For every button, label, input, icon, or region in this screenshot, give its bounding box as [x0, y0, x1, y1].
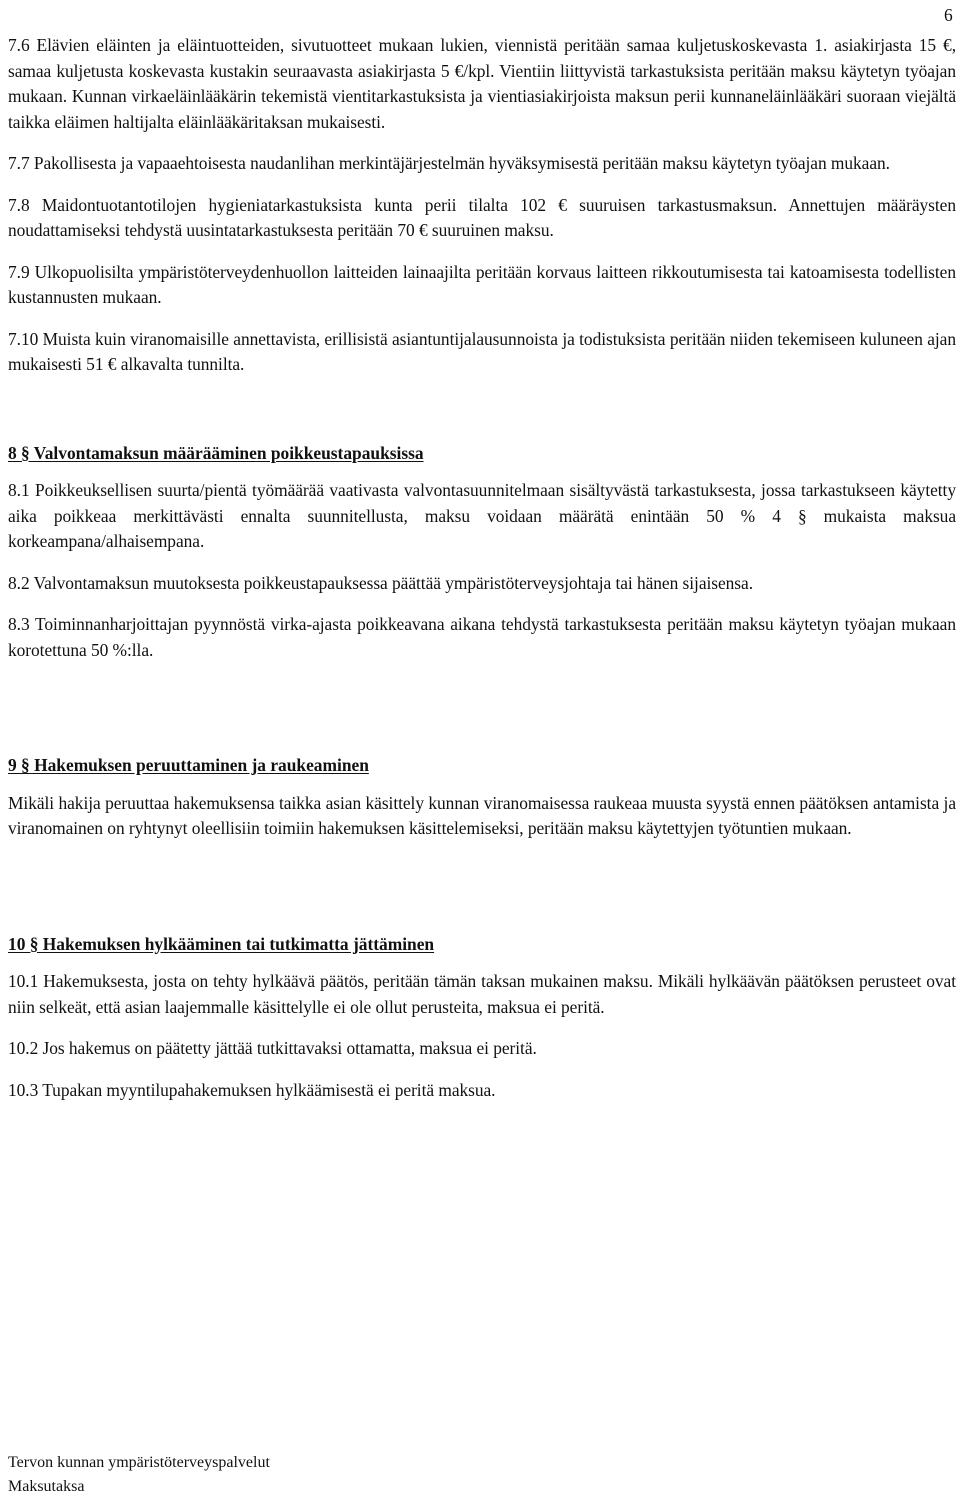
section-9-heading: 9 § Hakemuksen peruuttaminen ja raukeaminen	[8, 755, 369, 775]
paragraph-7-9: 7.9 Ulkopuolisilta ympäristöterveydenhuollon laitteiden lainaajilta peritään korvaus laitteen rikkoutumisesta tai katoamisesta todellisten kustannusten mukaan.	[8, 261, 956, 307]
paragraph-7-7: 7.7 Pakollisesta ja vapaaehtoisesta naudanlihan merkintäjärjestelmän hyväksymisestä peritään maksu käytetyn työajan mukaan.	[8, 153, 890, 173]
footer-document-title: Maksutaksa	[8, 1478, 85, 1495]
paragraph-8-1: 8.1 Poikkeuksellisen suurta/pientä työmäärää vaativasta valvontasuunnitelmaan sisältyvästä tarkastuksesta, jossa tarkastukseen käytetty aika poikkeaa merkittävästi ennalta suunnitellusta, maksu voidaan määrätä enintään 50 % 4 § mukaista maksua korkeampana/alhaisempana.	[8, 480, 956, 551]
paragraph-9: Mikäli hakija peruuttaa hakemuksensa taikka asian käsittely kunnan viranomaisessa raukeaa muusta syystä ennen päätöksen antamista ja viranomainen on ryhtynyt oleellisiin toimiin hakemuksen käsittelemiseksi, peritään maksu käytettyjen työtuntien mukaan.	[8, 792, 956, 838]
paragraph-10-3: 10.3 Tupakan myyntilupahakemuksen hylkäämisestä ei peritä maksua.	[8, 1079, 496, 1100]
paragraph-10-1: 10.1 Hakemuksesta, josta on tehty hylkäävä päätös, peritään tämän taksan mukainen maksu. Mikäli hylkäävän päätöksen perusteet ovat niin selkeät, että asian laajemmalle käsittelylle ei ole ollut perusteita, maksua ei peritä.	[8, 971, 956, 1017]
section-10-heading: 10 § Hakemuksen hylkääminen tai tutkimatta jättäminen	[8, 933, 435, 954]
paragraph-8-2: 8.2 Valvontamaksun muutoksesta poikkeustapauksessa päättää ympäristöterveysjohtaja tai hänen sijaisensa.	[8, 572, 753, 593]
page-footer	[8, 1451, 270, 1499]
paragraph-7-6: 7.6 Elävien eläinten ja eläintuotteiden, sivutuotteet mukaan lukien, viennistä peritään samaa kuljetuskoskevasta 1. asiakirjasta 15 €, samaa kuljetusta koskevasta kustakin seuraavasta asiakirjasta 5 €/kpl. Vientiin liittyvistä tarkastuksista peritään maksu käytetyn työajan mukaan. Kunnan virkaeläinlääkärin tekemistä vientitarkastuksista ja vientiasiakirjoista maksun perii kunnaneläinlääkäri suoraan viejältä taikka eläimen haltijalta eläinlääkäritaksan mukaisesti.	[8, 35, 956, 132]
paragraph-10-2: 10.2 Jos hakemus on päätetty jättää tutkittavaksi ottamatta, maksua ei peritä.	[8, 1038, 537, 1058]
page-number: 6	[944, 5, 953, 25]
paragraph-8-3: 8.3 Toiminnanharjoittajan pyynnöstä virka-ajasta poikkeavana aikana tehdystä tarkastuksesta peritään maksu käytetyn työajan mukaan korotettuna 50 %:lla.	[8, 614, 956, 660]
paragraph-7-8: 7.8 Maidontuotantotilojen hygieniatarkastuksista kunta perii tilalta 102 € suuruisen tarkastusmaksun. Annettujen määräysten noudattamiseksi tehdystä uusintatarkastuksesta peritään 70 € suuruinen maksu.	[8, 194, 956, 240]
footer-organization: Tervon kunnan ympäristöterveyspalvelut	[8, 1454, 270, 1471]
section-8-heading: 8 § Valvontamaksun määrääminen poikkeustapauksissa	[8, 442, 424, 463]
paragraph-7-10: 7.10 Muista kuin viranomaisille annettavista, erillisistä asiantuntijalausunnoista ja todistuksista peritään niiden tekemiseen kuluneen ajan mukaisesti 51 € alkavalta tunnilta.	[8, 328, 956, 374]
document-body	[8, 33, 956, 1103]
